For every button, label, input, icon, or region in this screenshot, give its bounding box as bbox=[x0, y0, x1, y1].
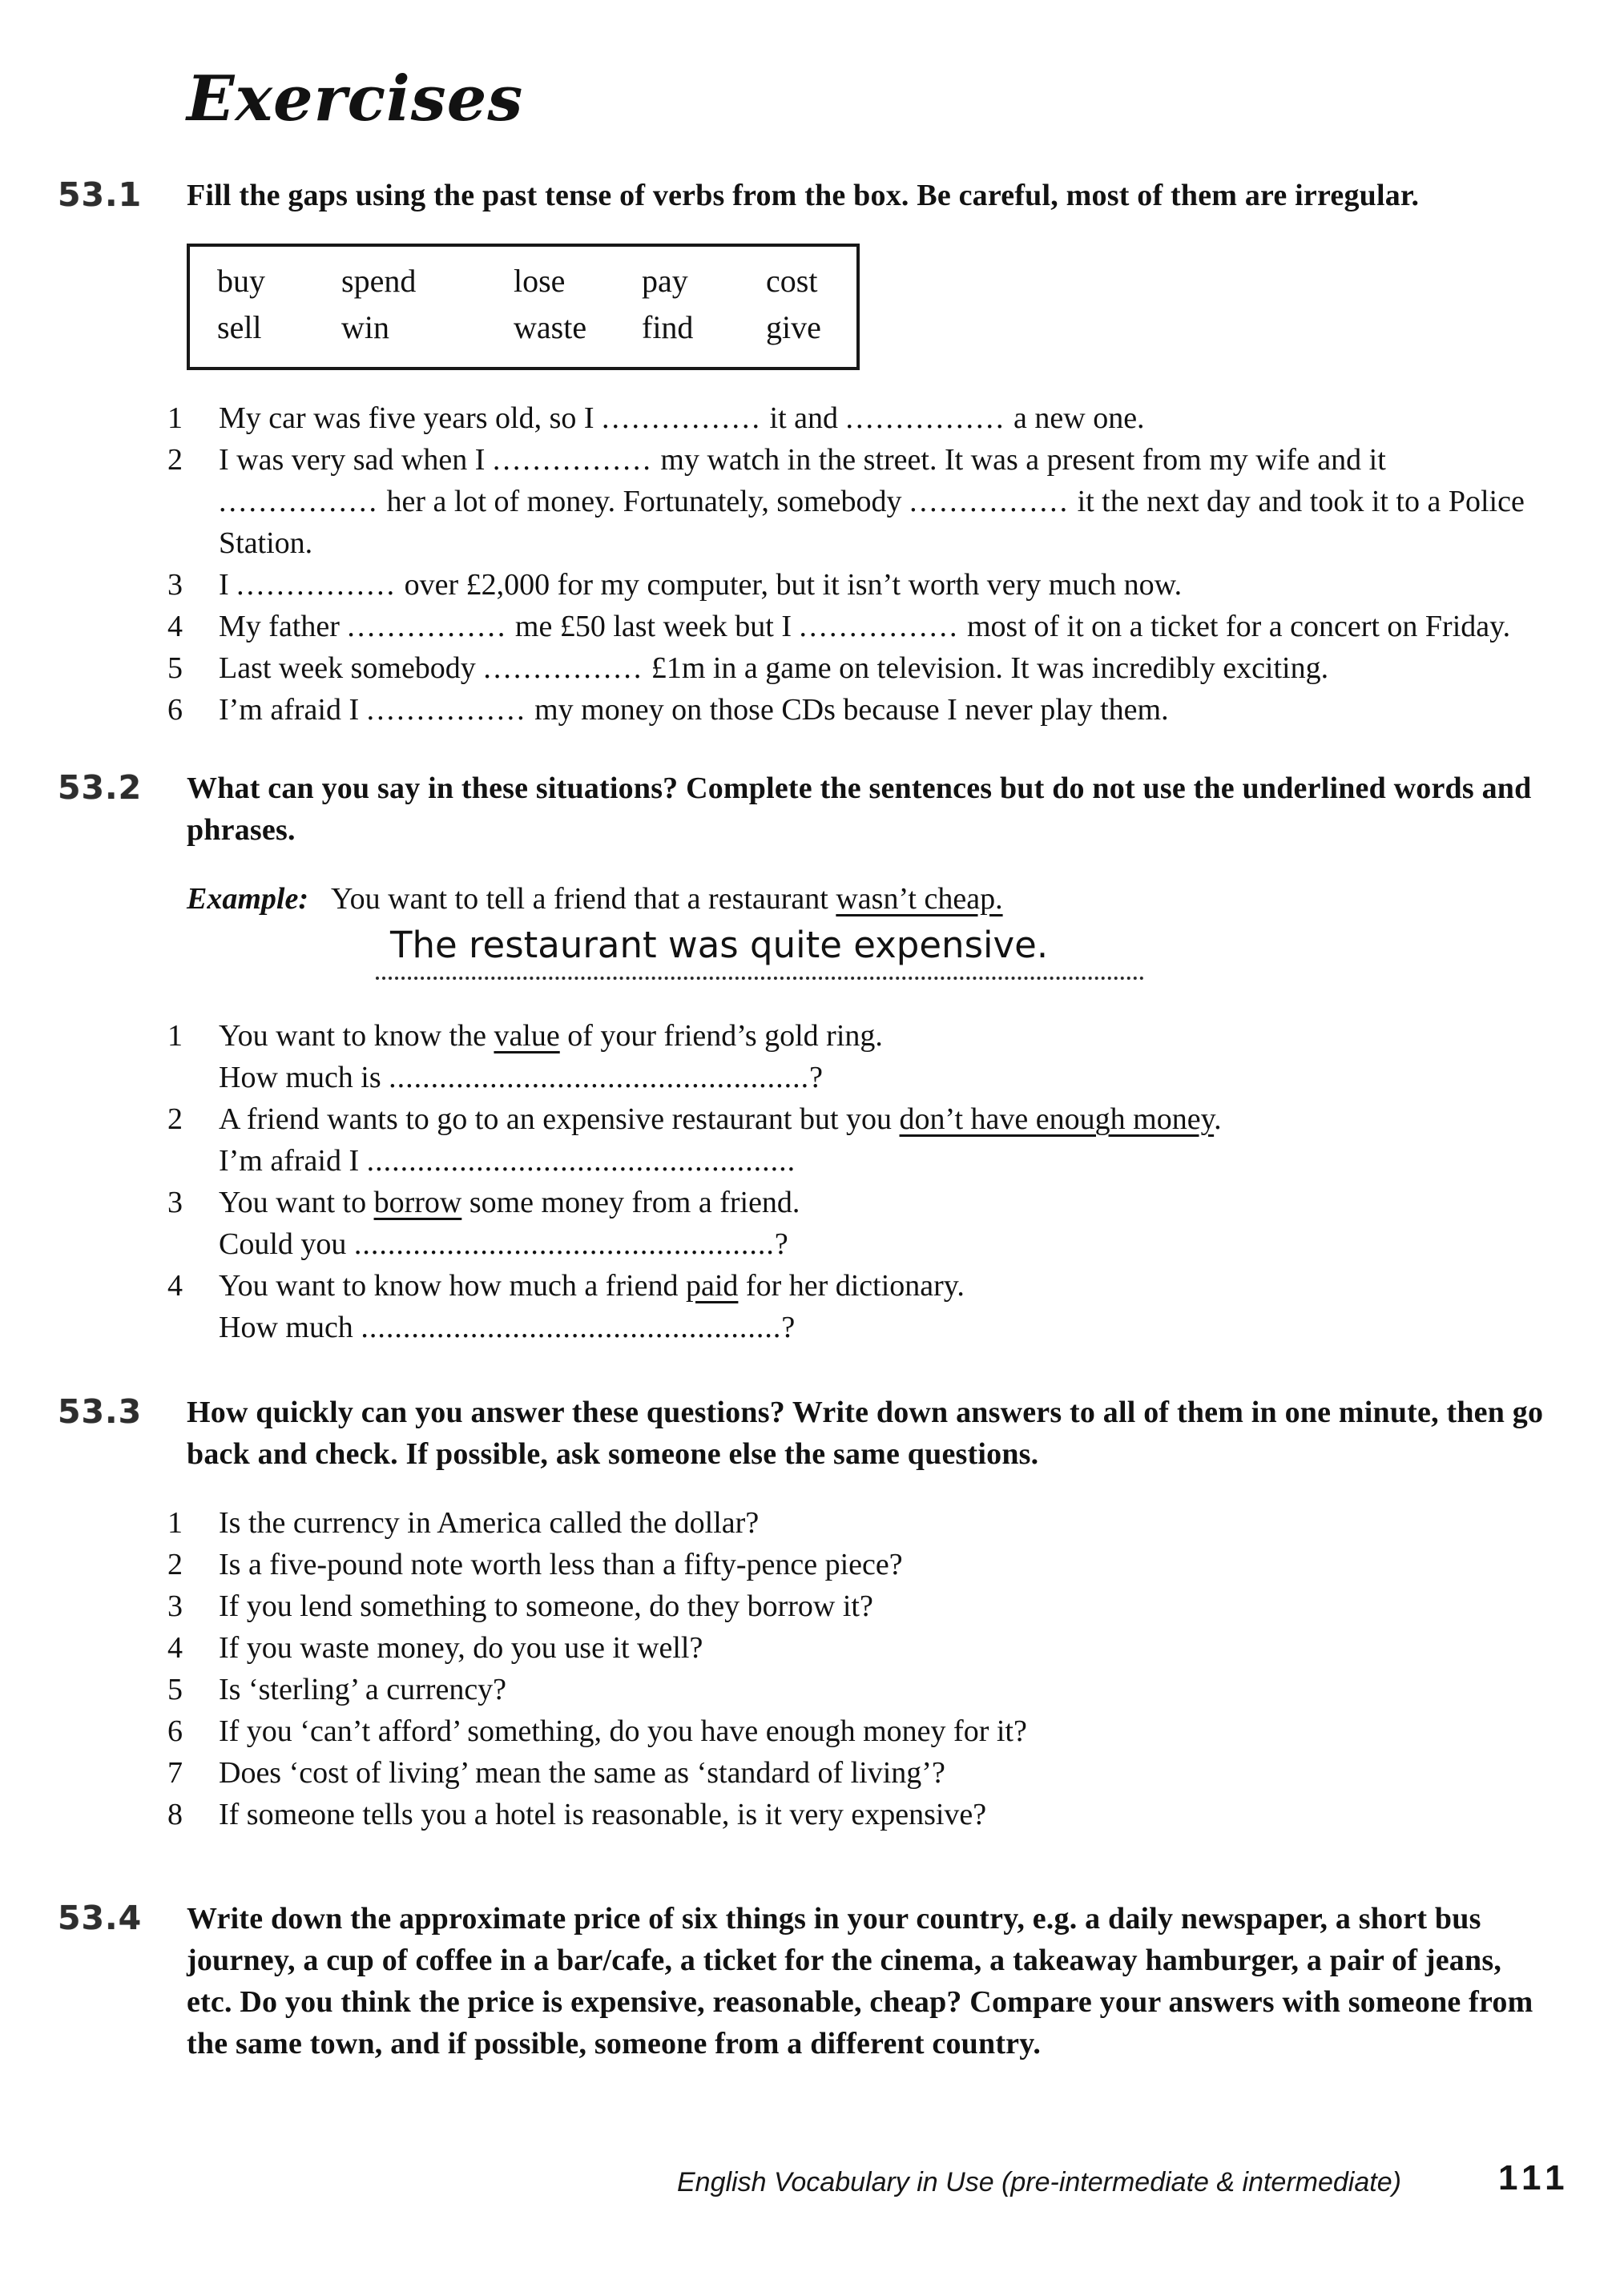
verb-word: lose bbox=[514, 263, 566, 299]
question-text: If you waste money, do you use it well? bbox=[219, 1631, 703, 1665]
segment-text: You want to know how much a friend bbox=[219, 1269, 686, 1303]
item-number: 3 bbox=[167, 1186, 183, 1219]
segment-text: You want to tell a friend that a restaurant bbox=[331, 882, 836, 916]
exercise-53-3 bbox=[0, 1392, 1624, 1835]
segment-text: How much bbox=[219, 1311, 361, 1344]
item-text bbox=[219, 610, 1510, 643]
situation-text bbox=[219, 1098, 1549, 1140]
item-number: 2 bbox=[167, 1548, 183, 1581]
segment-gap: ................ bbox=[347, 610, 508, 643]
item-text bbox=[219, 693, 1169, 727]
segment-u: don’t have enough money bbox=[899, 1102, 1215, 1136]
verb-word: sell bbox=[217, 309, 262, 345]
item-number: 7 bbox=[167, 1756, 183, 1790]
page-number: 111 bbox=[1498, 2158, 1570, 2197]
segment-gap: ................ bbox=[909, 485, 1070, 518]
response-line bbox=[219, 1223, 1549, 1265]
item-number: 4 bbox=[167, 610, 183, 643]
item-text bbox=[219, 401, 1145, 435]
exercise-number-53-2: 53.2 bbox=[58, 768, 143, 807]
situation-item bbox=[167, 1182, 1549, 1265]
verb-word: spend bbox=[341, 263, 417, 299]
segment-u: borrow bbox=[373, 1186, 462, 1219]
situation-text bbox=[219, 1265, 1549, 1307]
exercise-53-2 bbox=[0, 767, 1624, 1348]
exercise-number-53-4: 53.4 bbox=[58, 1899, 143, 1937]
situation-text bbox=[219, 1015, 1549, 1057]
situation-item bbox=[167, 1265, 1549, 1348]
segment-text: I bbox=[219, 568, 237, 602]
question-item bbox=[167, 1794, 1549, 1835]
handwritten-answer: The restaurant was quite expensive. bbox=[390, 924, 1049, 966]
item-text bbox=[219, 443, 1525, 560]
segment-text: Last week somebody bbox=[219, 651, 484, 685]
gap-fill-item bbox=[167, 564, 1549, 606]
page-footer bbox=[0, 2158, 1624, 2213]
example-answer-line bbox=[376, 924, 1144, 980]
item-text bbox=[219, 651, 1328, 685]
segment-text: I was very sad when I bbox=[219, 443, 493, 477]
example-sentence bbox=[331, 882, 1003, 916]
question-text: If you lend something to someone, do they borrow it? bbox=[219, 1589, 873, 1623]
item-number: 5 bbox=[167, 1673, 183, 1706]
item-text bbox=[219, 568, 1182, 602]
exercise-body-53-4 bbox=[187, 1898, 1549, 2065]
quick-questions bbox=[167, 1502, 1549, 1835]
segment-text: over £2,000 for my computer, but it isn’t worth very much now. bbox=[397, 568, 1183, 602]
question-item bbox=[167, 1710, 1549, 1752]
segment-leader: .................................................. bbox=[353, 1227, 775, 1261]
response-line bbox=[219, 1057, 1549, 1098]
segment-text: . bbox=[787, 1144, 796, 1178]
verb-word: buy bbox=[217, 263, 265, 299]
exercise-instruction-53-2: What can you say in these situations? Complete the sentences but do not use the underlined words and phrases. bbox=[187, 771, 1532, 847]
verb-word: give bbox=[766, 309, 821, 345]
situation-items bbox=[167, 1015, 1549, 1348]
verb-word-box bbox=[187, 244, 860, 370]
segment-leader: .................................................. bbox=[361, 1311, 782, 1344]
segment-text: £1m in a game on television. It was incredibly exciting. bbox=[643, 651, 1329, 685]
item-number: 1 bbox=[167, 1019, 183, 1053]
segment-text: most of it on a ticket for a concert on Friday. bbox=[959, 610, 1511, 643]
exercise-number-53-3: 53.3 bbox=[58, 1392, 143, 1431]
exercise-instruction-53-1: Fill the gaps using the past tense of verbs from the box. Be careful, most of them are irregular. bbox=[187, 179, 1420, 212]
question-item bbox=[167, 1627, 1549, 1669]
segment-gap: ................ bbox=[492, 443, 653, 477]
exercise-53-4 bbox=[0, 1898, 1624, 2065]
verb-word: cost bbox=[766, 263, 818, 299]
gap-fill-item bbox=[167, 689, 1549, 731]
item-number: 2 bbox=[167, 443, 183, 477]
response-line bbox=[219, 1140, 1549, 1182]
question-item bbox=[167, 1544, 1549, 1585]
segment-text: . bbox=[1214, 1102, 1222, 1136]
segment-text: me £50 last week but I bbox=[507, 610, 800, 643]
segment-u: wasn’t cheap. bbox=[836, 882, 1003, 916]
item-number: 2 bbox=[167, 1102, 183, 1136]
segment-text: it the next day and took it to a Police Station. bbox=[219, 485, 1525, 560]
gap-fill-item bbox=[167, 647, 1549, 689]
segment-gap: ................ bbox=[799, 610, 960, 643]
segment-text: ? bbox=[809, 1061, 824, 1094]
verb-word: find bbox=[642, 309, 694, 345]
question-text: Does ‘cost of living’ mean the same as ‘standard of living’? bbox=[219, 1756, 945, 1790]
situation-item bbox=[167, 1015, 1549, 1098]
segment-text: A friend wants to go to an expensive restaurant but you bbox=[219, 1102, 900, 1136]
gap-fill-items bbox=[167, 397, 1549, 731]
book-title: English Vocabulary in Use (pre-intermediate & intermediate) bbox=[677, 2167, 1401, 2197]
exercise-number-53-1: 53.1 bbox=[58, 175, 143, 214]
question-text: Is ‘sterling’ a currency? bbox=[219, 1673, 507, 1706]
segment-gap: ................ bbox=[366, 693, 527, 727]
exercise-instruction-53-4: Write down the approximate price of six things in your country, e.g. a daily newspaper, a short bus journey, a cup of coffee in a bar/cafe, a ticket for the cinema, a takeaway hamburger, a pair of jeans, etc. Do you think the price is expensive, reasonable, cheap? Compare your answers with someone from the same town, and if possible, someone from a different country. bbox=[187, 1902, 1533, 2060]
verb-word: waste bbox=[514, 309, 587, 345]
segment-text: ? bbox=[774, 1227, 788, 1261]
item-number: 4 bbox=[167, 1631, 183, 1665]
segment-text: it and bbox=[762, 401, 846, 435]
item-number: 6 bbox=[167, 1714, 183, 1748]
situation-item bbox=[167, 1098, 1549, 1182]
segment-text: You want to bbox=[219, 1186, 374, 1219]
gap-fill-item bbox=[167, 606, 1549, 647]
segment-u: paid bbox=[685, 1269, 739, 1303]
response-line bbox=[219, 1307, 1549, 1348]
item-number: 1 bbox=[167, 401, 183, 435]
segment-text: Could you bbox=[219, 1227, 354, 1261]
segment-text: I’m afraid I bbox=[219, 1144, 367, 1178]
segment-text: You want to know the bbox=[219, 1019, 494, 1053]
segment-text: My father bbox=[219, 610, 348, 643]
question-item bbox=[167, 1669, 1549, 1710]
exercise-53-1 bbox=[0, 175, 1624, 731]
verb-word: win bbox=[341, 309, 389, 345]
segment-text: I’m afraid I bbox=[219, 693, 367, 727]
page-title: Exercises bbox=[187, 62, 524, 135]
example-text bbox=[331, 878, 1549, 988]
segment-text: My car was five years old, so I bbox=[219, 401, 602, 435]
segment-gap: ................ bbox=[236, 568, 397, 602]
item-number: 8 bbox=[167, 1798, 183, 1831]
item-number: 5 bbox=[167, 651, 183, 685]
example-label: Example: bbox=[187, 882, 308, 916]
segment-leader: .................................................. bbox=[389, 1061, 810, 1094]
segment-text: How much is bbox=[219, 1061, 389, 1094]
segment-text: ? bbox=[781, 1311, 796, 1344]
segment-text: her a lot of money. Fortunately, somebody bbox=[379, 485, 910, 518]
question-text: If you ‘can’t afford’ something, do you have enough money for it? bbox=[219, 1714, 1027, 1748]
question-text: If someone tells you a hotel is reasonable, is it very expensive? bbox=[219, 1798, 987, 1831]
segment-text: my watch in the street. It was a present from my wife and it bbox=[652, 443, 1386, 477]
segment-gap: ................ bbox=[219, 485, 379, 518]
question-item bbox=[167, 1502, 1549, 1544]
exercise-instruction-53-3: How quickly can you answer these questions? Write down answers to all of them in one minute, then go back and check. If possible, ask someone else the same questions. bbox=[187, 1396, 1544, 1471]
situation-text bbox=[219, 1182, 1549, 1223]
segment-gap: ................ bbox=[483, 651, 644, 685]
item-number: 3 bbox=[167, 568, 183, 602]
item-number: 1 bbox=[167, 1506, 183, 1540]
segment-text: some money from a friend. bbox=[461, 1186, 800, 1219]
question-item bbox=[167, 1585, 1549, 1627]
question-item bbox=[167, 1752, 1549, 1794]
item-number: 4 bbox=[167, 1269, 183, 1303]
exercise-body-53-3 bbox=[167, 1392, 1549, 1835]
verb-word: pay bbox=[642, 263, 688, 299]
segment-gap: ................ bbox=[845, 401, 1006, 435]
exercise-body-53-1 bbox=[167, 175, 1549, 731]
segment-gap: ................ bbox=[602, 401, 763, 435]
segment-text: my money on those CDs because I never play them. bbox=[526, 693, 1169, 727]
example-block bbox=[187, 878, 1549, 988]
segment-text: a new one. bbox=[1005, 401, 1145, 435]
segment-text: of your friend’s gold ring. bbox=[559, 1019, 883, 1053]
segment-u: value bbox=[494, 1019, 560, 1053]
question-text: Is the currency in America called the dollar? bbox=[219, 1506, 760, 1540]
gap-fill-item bbox=[167, 397, 1549, 439]
exercise-body-53-2 bbox=[167, 767, 1549, 1348]
gap-fill-item bbox=[167, 439, 1549, 564]
question-text: Is a five-pound note worth less than a fifty-pence piece? bbox=[219, 1548, 903, 1581]
item-number: 3 bbox=[167, 1589, 183, 1623]
item-number: 6 bbox=[167, 693, 183, 727]
segment-leader: .................................................. bbox=[366, 1144, 788, 1178]
segment-text: for her dictionary. bbox=[738, 1269, 965, 1303]
